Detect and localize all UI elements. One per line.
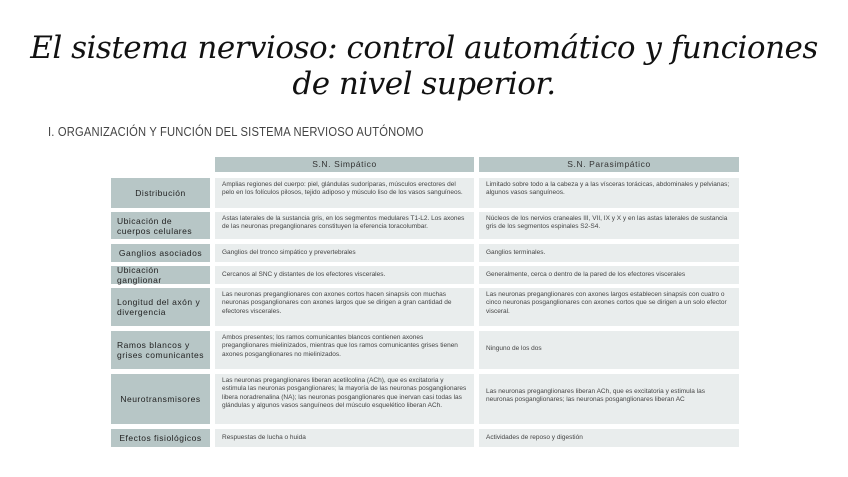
row-label-longitud-axon: Longitud del axón y divergencia xyxy=(111,288,210,326)
row-label-neurotransmisores: Neurotransmisores xyxy=(111,374,210,424)
row-label-efectos-fisiologicos: Efectos fisiológicos xyxy=(111,429,210,447)
cell-parasympathetic-ubicacion-ganglionar: Generalmente, cerca o dentro de la pared de los efectores viscerales xyxy=(479,266,739,284)
slide-title: El sistema nervioso: control automático y funciones de nivel superior. xyxy=(30,30,818,102)
cell-parasympathetic-longitud-axon: Las neuronas preganglionares con axones largos establecen sinapsis con cuatro o cinco neuronas posganglionares con axones cortos que se dirigen a un solo efector visceral. xyxy=(479,288,739,326)
cell-parasympathetic-ramos-comunicantes: Ninguno de los dos xyxy=(479,331,739,369)
cell-sympathetic-neurotransmisores: Las neuronas preganglionares liberan acetilcolina (ACh), que es excitatoria y estimula las neuronas posganglionares; la mayoría de las neuronas posganglionares libera noradrenalina (NA); las neuronas posganglionares que inervan casi todas las glándulas y algunos vasos sanguíneos del músculo esquelético liberan ACh. xyxy=(215,374,474,424)
cell-sympathetic-ramos-comunicantes: Ambos presentes; los ramos comunicantes blancos contienen axones preganglionares mielinizados, mientras que los ramos comunicantes grises tienen axones posganglionares no mielinizados. xyxy=(215,331,474,369)
cell-sympathetic-ubicacion-cuerpos: Astas laterales de la sustancia gris, en los segmentos medulares T1-L2. Los axones de las neuronas preganglionares constituyen la eferencia toracolumbar. xyxy=(215,212,474,239)
cell-parasympathetic-efectos-fisiologicos: Actividades de reposo y digestión xyxy=(479,429,739,447)
cell-sympathetic-ganglios-asociados: Ganglios del tronco simpático y prevertebrales xyxy=(215,244,474,262)
cell-sympathetic-longitud-axon: Las neuronas preganglionares con axones cortos hacen sinapsis con muchas neuronas posganglionares con axones largos que se dirigen a gran cantidad de efectores viscerales. xyxy=(215,288,474,326)
header-parasympathetic: S.N. Parasimpático xyxy=(479,157,739,172)
row-label-ganglios-asociados: Ganglios asociados xyxy=(111,244,210,262)
row-label-distribucion: Distribución xyxy=(111,178,210,208)
cell-parasympathetic-ganglios-asociados: Ganglios terminales. xyxy=(479,244,739,262)
cell-parasympathetic-distribucion: Limitado sobre todo a la cabeza y a las vísceras torácicas, abdominales y pelvianas; algunos vasos sanguíneos. xyxy=(479,178,739,208)
cell-parasympathetic-neurotransmisores: Las neuronas preganglionares liberan ACh, que es excitatoria y estimula las neuronas posganglionares; las neuronas posganglionares liberan AC xyxy=(479,374,739,424)
row-label-ubicacion-cuerpos: Ubicación de cuerpos celulares xyxy=(111,212,210,239)
row-label-ubicacion-ganglionar: Ubicación ganglionar xyxy=(111,266,210,284)
header-sympathetic: S.N. Simpático xyxy=(215,157,474,172)
section-subtitle: I. ORGANIZACIÓN Y FUNCIÓN DEL SISTEMA NERVIOSO AUTÓNOMO xyxy=(48,124,424,139)
cell-sympathetic-distribucion: Amplias regiones del cuerpo: piel, glándulas sudoríparas, músculos erectores del pelo en los folículos pilosos, tejido adiposo y músculo liso de los vasos sanguíneos. xyxy=(215,178,474,208)
row-label-ramos-comunicantes: Ramos blancos y grises comunicantes xyxy=(111,331,210,369)
cell-parasympathetic-ubicacion-cuerpos: Núcleos de los nervios craneales III, VII, IX y X y en las astas laterales de sustancia gris de los segmentos espinales S2-S4. xyxy=(479,212,739,239)
cell-sympathetic-ubicacion-ganglionar: Cercanos al SNC y distantes de los efectores viscerales. xyxy=(215,266,474,284)
cell-sympathetic-efectos-fisiologicos: Respuestas de lucha o huida xyxy=(215,429,474,447)
